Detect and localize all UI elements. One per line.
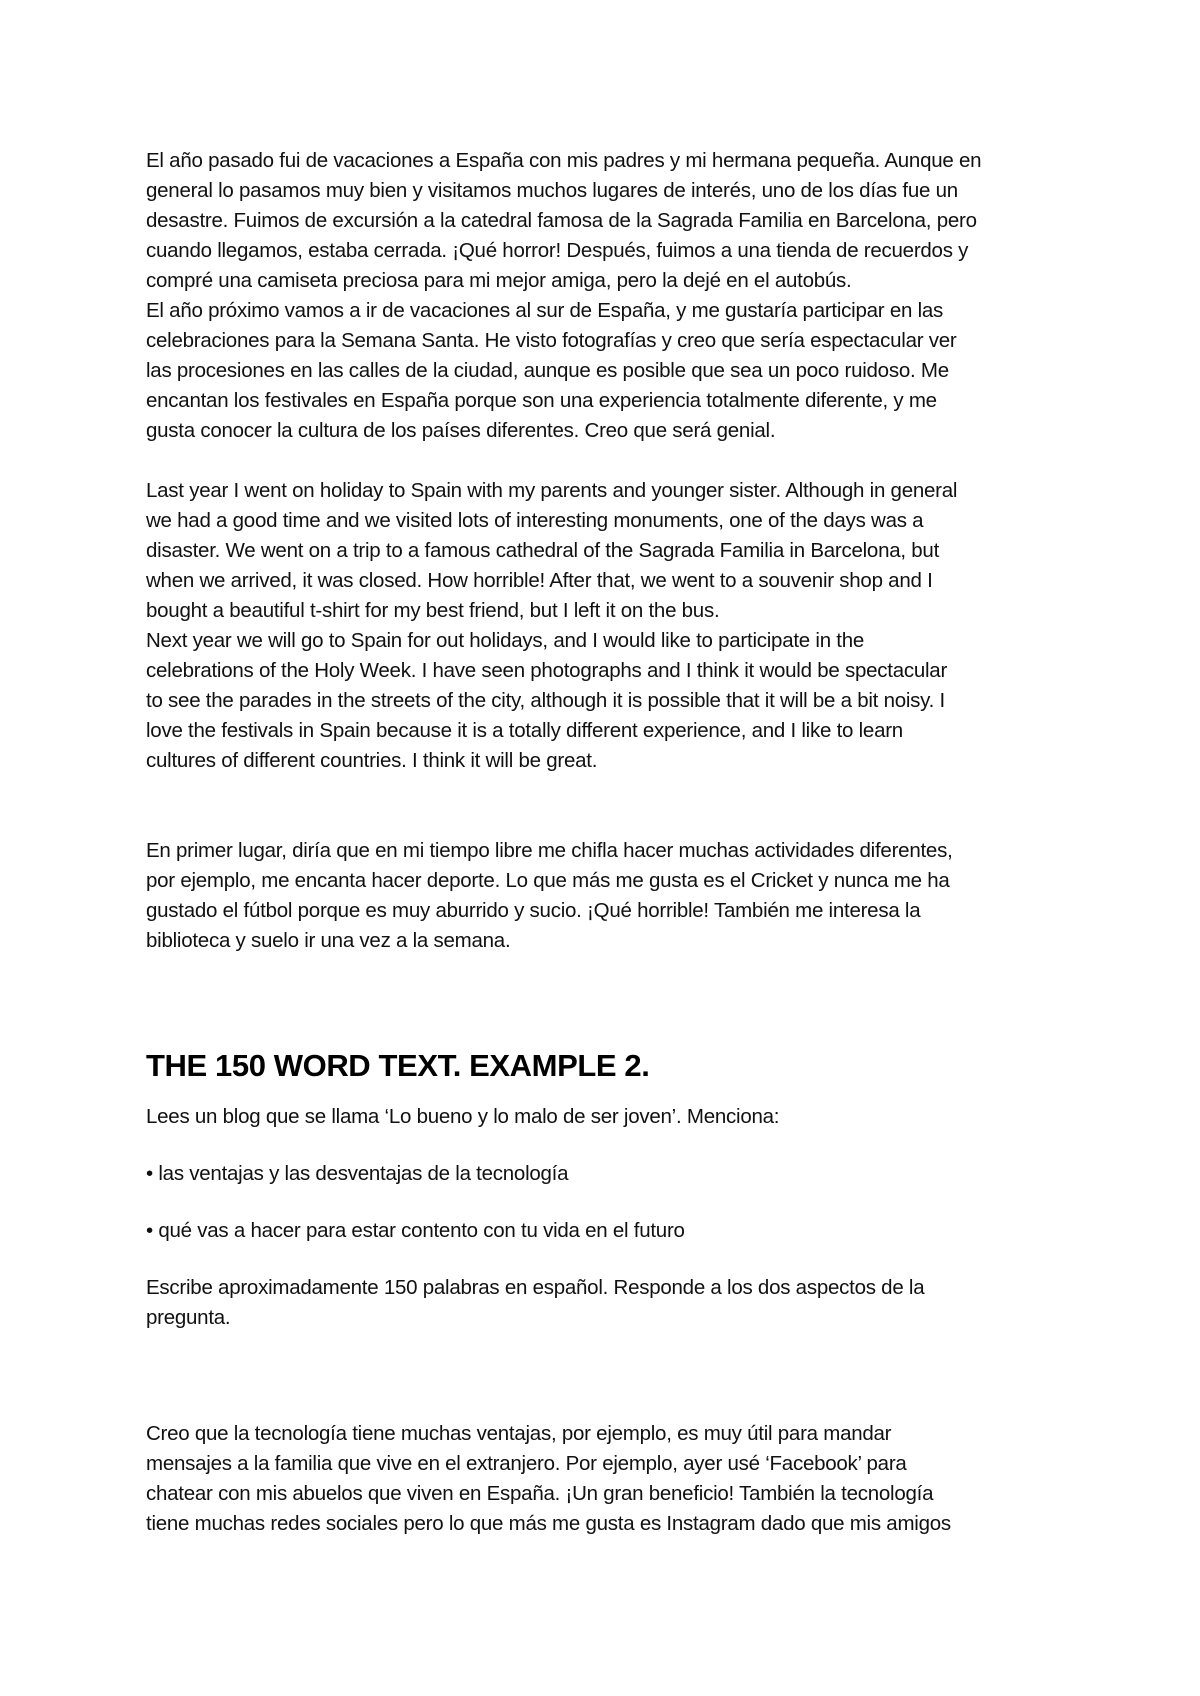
text-line: Escribe aproximadamente 150 palabras en español. Responde a los dos aspectos de la (146, 1276, 925, 1299)
text-line: biblioteca y suelo ir una vez a la semana. (146, 929, 511, 952)
text-line: cultures of different countries. I think it will be great. (146, 749, 598, 772)
task-bullet-2 (146, 1216, 1066, 1246)
text-line: we had a good time and we visited lots of interesting monuments, one of the days was a (146, 509, 924, 532)
text-line: compré una camiseta preciosa para mi mejor amiga, pero la dejé en el autobús. (146, 269, 852, 292)
text-line: gustado el fútbol porque es muy aburrido y sucio. ¡Qué horrible! También me interesa la (146, 899, 921, 922)
task-intro (146, 1102, 1066, 1132)
text-line: El año próximo vamos a ir de vacaciones al sur de España, y me gustaría participar en las (146, 299, 944, 322)
spanish-paragraph-holiday (146, 146, 1066, 446)
text-line: mensajes a la familia que vive en el extranjero. Por ejemplo, ayer usé ‘Facebook’ para (146, 1452, 907, 1475)
document-page (146, 146, 1066, 1539)
text-line: las procesiones en las calles de la ciudad, aunque es posible que sea un poco ruidoso. Me (146, 359, 949, 382)
text-line: pregunta. (146, 1306, 231, 1329)
text-line: celebraciones para la Semana Santa. He visto fotografías y creo que sería espectacular ver (146, 329, 957, 352)
text-line: Lees un blog que se llama ‘Lo bueno y lo malo de ser joven’. Menciona: (146, 1105, 780, 1128)
text-line: celebrations of the Holy Week. I have seen photographs and I think it would be spectacular (146, 659, 948, 682)
text-line: chatear con mis abuelos que viven en España. ¡Un gran beneficio! También la tecnología (146, 1482, 934, 1505)
task-bullet-1 (146, 1159, 1066, 1189)
text-line: encantan los festivales en España porque son una experiencia totalmente diferente, y me (146, 389, 937, 412)
text-line: general lo pasamos muy bien y visitamos muchos lugares de interés, uno de los días fue un (146, 179, 958, 202)
text-line: En primer lugar, diría que en mi tiempo libre me chifla hacer muchas actividades diferentes, (146, 839, 953, 862)
task-instruction (146, 1273, 1066, 1333)
text-line: cuando llegamos, estaba cerrada. ¡Qué horror! Después, fuimos a una tienda de recuerdos y (146, 239, 969, 262)
text-line: to see the parades in the streets of the city, although it is possible that it will be a bit noisy. I (146, 689, 945, 712)
text-line: Last year I went on holiday to Spain with my parents and younger sister. Although in general (146, 479, 958, 502)
text-line: • qué vas a hacer para estar contento con tu vida en el futuro (146, 1219, 685, 1242)
text-line: bought a beautiful t-shirt for my best friend, but I left it on the bus. (146, 599, 720, 622)
text-line: disaster. We went on a trip to a famous cathedral of the Sagrada Familia in Barcelona, but (146, 539, 940, 562)
english-paragraph-holiday (146, 476, 1066, 776)
text-line: tiene muchas redes sociales pero lo que más me gusta es Instagram dado que mis amigos (146, 1512, 951, 1535)
spanish-paragraph-free-time (146, 836, 1066, 956)
text-line: El año pasado fui de vacaciones a España con mis padres y mi hermana pequeña. Aunque en (146, 149, 982, 172)
answer-paragraph-technology (146, 1419, 1066, 1539)
text-line: Creo que la tecnología tiene muchas ventajas, por ejemplo, es muy útil para mandar (146, 1422, 892, 1445)
text-line: when we arrived, it was closed. How horrible! After that, we went to a souvenir shop and I (146, 569, 933, 592)
text-line: • las ventajas y las desventajas de la tecnología (146, 1162, 569, 1185)
text-line: love the festivals in Spain because it is a totally different experience, and I like to learn (146, 719, 903, 742)
text-line: gusta conocer la cultura de los países diferentes. Creo que será genial. (146, 419, 776, 442)
text-line: desastre. Fuimos de excursión a la catedral famosa de la Sagrada Familia en Barcelona, pero (146, 209, 977, 232)
text-line: Next year we will go to Spain for out holidays, and I would like to participate in the (146, 629, 865, 652)
text-line: por ejemplo, me encanta hacer deporte. Lo que más me gusta es el Cricket y nunca me ha (146, 869, 950, 892)
section-heading: THE 150 WORD TEXT. EXAMPLE 2. (146, 1048, 650, 1083)
